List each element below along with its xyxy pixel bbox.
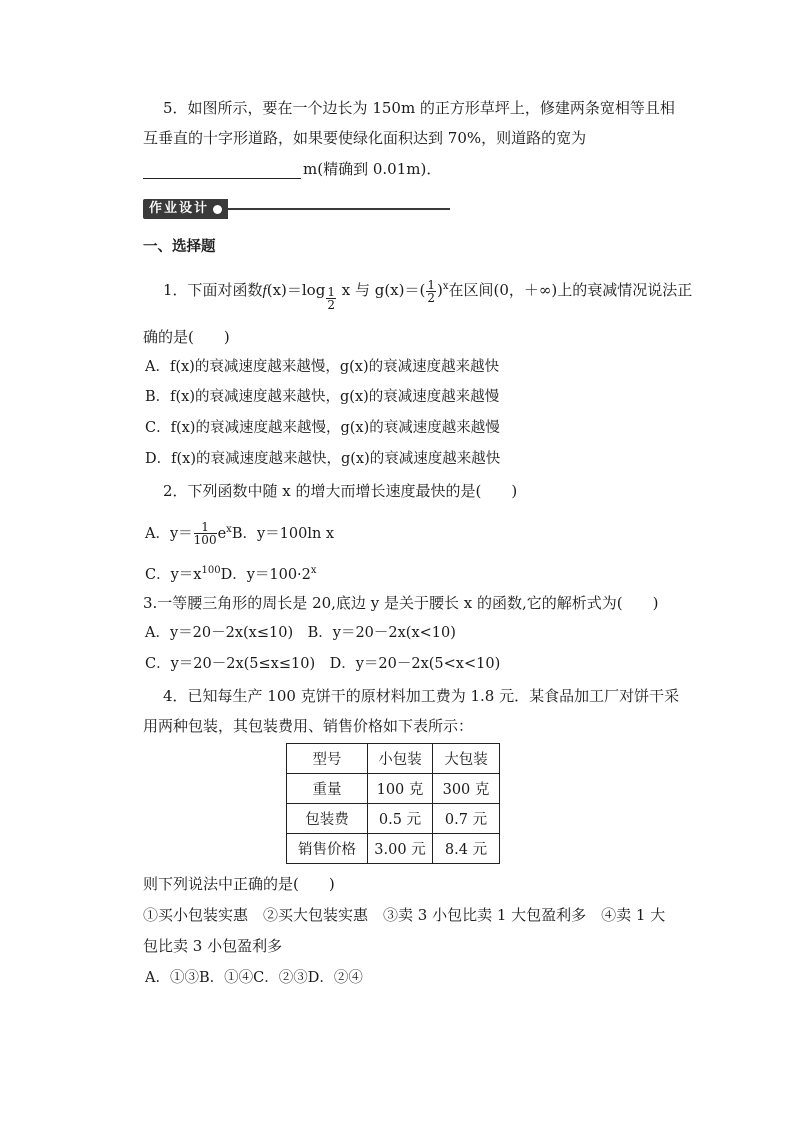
- table-cell: 销售价格: [287, 834, 368, 864]
- p4-line2: 用两种包装，其包装费用、销售价格如下表所示：: [143, 717, 474, 735]
- p2-option-a: A．y＝: [145, 525, 193, 542]
- table-header-cell: 大包装: [433, 744, 500, 774]
- section-title: 作业设计: [149, 201, 210, 216]
- p3-stem: 3.一等腰三角形的周长是 20,底边 y 是关于腰长 x 的函数,它的解析式为( ): [143, 594, 659, 612]
- table-cell: 100 克: [368, 774, 433, 804]
- section-header: [143, 199, 450, 219]
- p2-options-cd: C．$y=x^{100}D$．$y=100\cdot 2^x$: [145, 565, 317, 583]
- table-cell: 重量: [287, 774, 368, 804]
- p1-exp: x: [442, 281, 449, 292]
- p4-statements-line1: ①买小包装实惠 ②买大包装实惠 ③卖 3 小包比卖 1 大包盈利多 ④卖 1 大: [143, 906, 666, 924]
- p2-option-a-frac: $\frac{1}{100}$: [193, 520, 217, 548]
- p1-text-e: 在区间(0，＋∞)上的衰减情况说法正: [448, 281, 693, 299]
- q5-unit: m(精确到 0.01m)．: [303, 160, 442, 178]
- p3-options-ab: A．y＝20－2x(x≤10) B．y＝20－2x(x<10): [145, 625, 456, 641]
- p1-option-a: A．f(x)的衰减速度越来越慢，g(x)的衰减速度越来越快: [145, 359, 500, 375]
- p1-base-frac: $\frac{1}{2}$: [427, 277, 435, 305]
- section-label: [143, 199, 228, 219]
- heading-choice: 一、选择题: [143, 239, 216, 255]
- answer-blank[interactable]: [143, 162, 301, 179]
- table-header-row: [287, 744, 500, 774]
- table-row: [287, 834, 500, 864]
- table-header-cell: 小包装: [368, 744, 433, 774]
- table-cell: 0.5 元: [368, 804, 433, 834]
- p4-line1: 4．已知每生产 100 克饼干的原材料加工费为 1.8 元．某食品加工厂对饼干采: [163, 687, 680, 705]
- p4-statements-line2: 包比卖 3 小包盈利多: [143, 937, 283, 955]
- table-cell: 300 克: [433, 774, 500, 804]
- section-divider: [228, 208, 450, 210]
- bullet-dot-icon: [213, 205, 222, 214]
- p3-options-cd: C．y＝20－2x(5≤x≤10) D．y＝20－2x(5<x<10): [145, 656, 501, 672]
- p2-option-b: B．y＝100ln x: [231, 525, 335, 542]
- p1-option-d: D．f(x)的衰减速度越来越快，g(x)的衰减速度越来越快: [145, 451, 501, 467]
- table-cell: 8.4 元: [433, 834, 500, 864]
- p1-option-b: B．f(x)的衰减速度越来越快，g(x)的衰减速度越来越慢: [145, 389, 500, 405]
- p1-f: f: [262, 283, 267, 299]
- q5-line3: [143, 159, 441, 179]
- table-cell: 包装费: [287, 804, 368, 834]
- p1-stem: [163, 277, 693, 312]
- q5-line1: 5．如图所示，要在一个边长为 150m 的正方形草坪上，修建两条宽相等且相: [163, 99, 675, 117]
- table-header-cell: 型号: [287, 744, 368, 774]
- p2-option-c: C．y＝x: [145, 566, 202, 583]
- p2-stem: 2．下列函数中随 x 的增大而增长速度最快的是( ): [163, 482, 518, 500]
- packaging-table: [286, 743, 500, 864]
- p1-text-d: ): [437, 281, 443, 299]
- table-cell: 3.00 元: [368, 834, 433, 864]
- p1-text-b: (x)＝log: [266, 281, 326, 299]
- p1-text-c: x 与 g(x)＝(: [336, 281, 426, 299]
- p1-log-base: 1 2: [327, 285, 335, 312]
- q5-line2: 互垂直的十字形道路，如果要使绿化面积达到 70%，则道路的宽为: [143, 129, 587, 147]
- table-row: [287, 804, 500, 834]
- table-cell: 0.7 元: [433, 804, 500, 834]
- table-row: [287, 774, 500, 804]
- p1-option-c: C．f(x)的衰减速度越来越慢，g(x)的衰减速度越来越慢: [145, 420, 500, 436]
- p2-options-ab: A．y＝ $\frac{1}{100}$ $e^xB$．y＝100ln x: [145, 520, 335, 548]
- p4-question: 则下列说法中正确的是( ): [143, 875, 335, 893]
- p1-stem-line2: 确的是( ): [143, 328, 230, 346]
- p1-text-a: 1．下面对函数: [163, 281, 263, 299]
- p4-options: A．①③B．①④C．②③D．②④: [145, 970, 363, 986]
- p2-option-d: D．y＝100·2: [220, 566, 311, 583]
